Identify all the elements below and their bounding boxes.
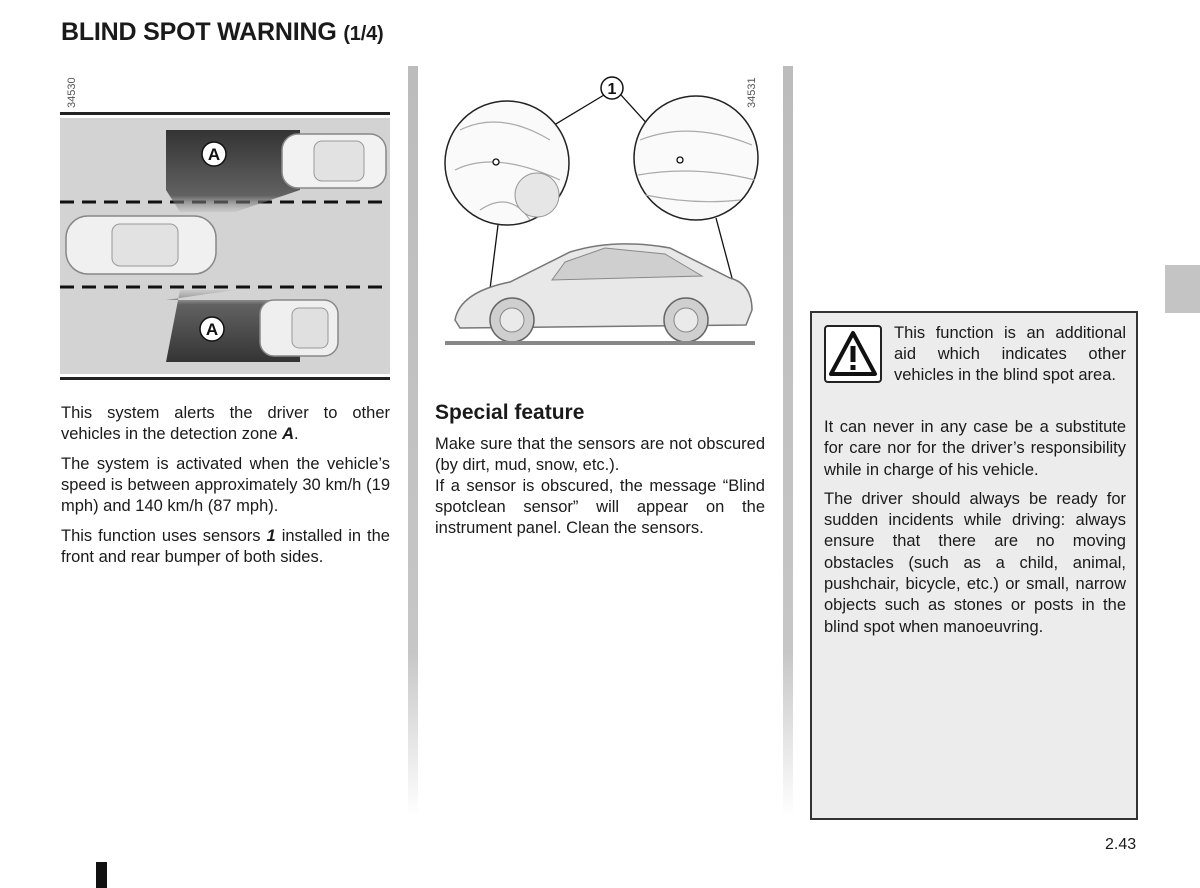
middle-column-text: [435, 434, 765, 539]
blind-spot-zone-figure: [60, 112, 390, 380]
column-divider-left: [408, 66, 418, 816]
warning-box: [810, 311, 1138, 820]
obscured-sensor-paragraph: Make sure that the sensors are not obscured (by dirt, mud, snow, etc.).: [435, 435, 765, 474]
column-divider-right: [783, 66, 793, 816]
zone-a-label-top: A: [207, 145, 221, 164]
page-title: [61, 18, 383, 47]
special-feature-heading: Special feature: [435, 401, 585, 424]
page-part-indicator: (1/4): [343, 23, 384, 45]
warning-body: [824, 417, 1126, 646]
warning-triangle-icon: [824, 325, 882, 383]
page-title-text: BLIND SPOT WARNING: [61, 18, 337, 46]
warning-paragraph-2: The driver should always be ready for sudden incidents while driving: always ensure that there are no moving obstacles (such as a child, animal, pushchair, bicycle, etc.) or small, narrow objects such as stones or posts in the blind spot when manoeuvring.: [824, 489, 1126, 636]
clean-sensor-paragraph: If a sensor is obscured, the message “Blind spotclean sensor” will appear on the instrument panel. Clean the sensors.: [435, 477, 765, 537]
activation-paragraph: The system is activated when the vehicle’s speed is between approximately 30 km/h (19 mph) and 140 km/h (87 mph).: [61, 455, 390, 515]
figure-code-left: 34530: [66, 77, 78, 108]
sensor-paragraph: This function uses sensors 1 installed in the front and rear bumper of both sides.: [61, 527, 390, 566]
left-column-text: [61, 403, 390, 577]
zone-a-label-bottom: A: [205, 320, 219, 339]
warning-lead-text: This function is an additional aid which indicates other vehicles in the blind spot area.: [894, 324, 1126, 384]
figure-code-middle: 34531: [746, 77, 758, 108]
warning-paragraph-1: It can never in any case be a substitute for care nor for the driver’s responsibility while in charge of his vehicle.: [824, 418, 1126, 479]
intro-paragraph: This system alerts the driver to other vehicles in the detection zone A.: [61, 404, 390, 443]
section-tab: [1165, 265, 1200, 313]
sensor-callout-label: 1: [607, 81, 617, 98]
page-corner-mark: [96, 862, 107, 888]
sensor-location-figure: [440, 70, 760, 355]
page-number: 2.43: [1105, 836, 1137, 853]
